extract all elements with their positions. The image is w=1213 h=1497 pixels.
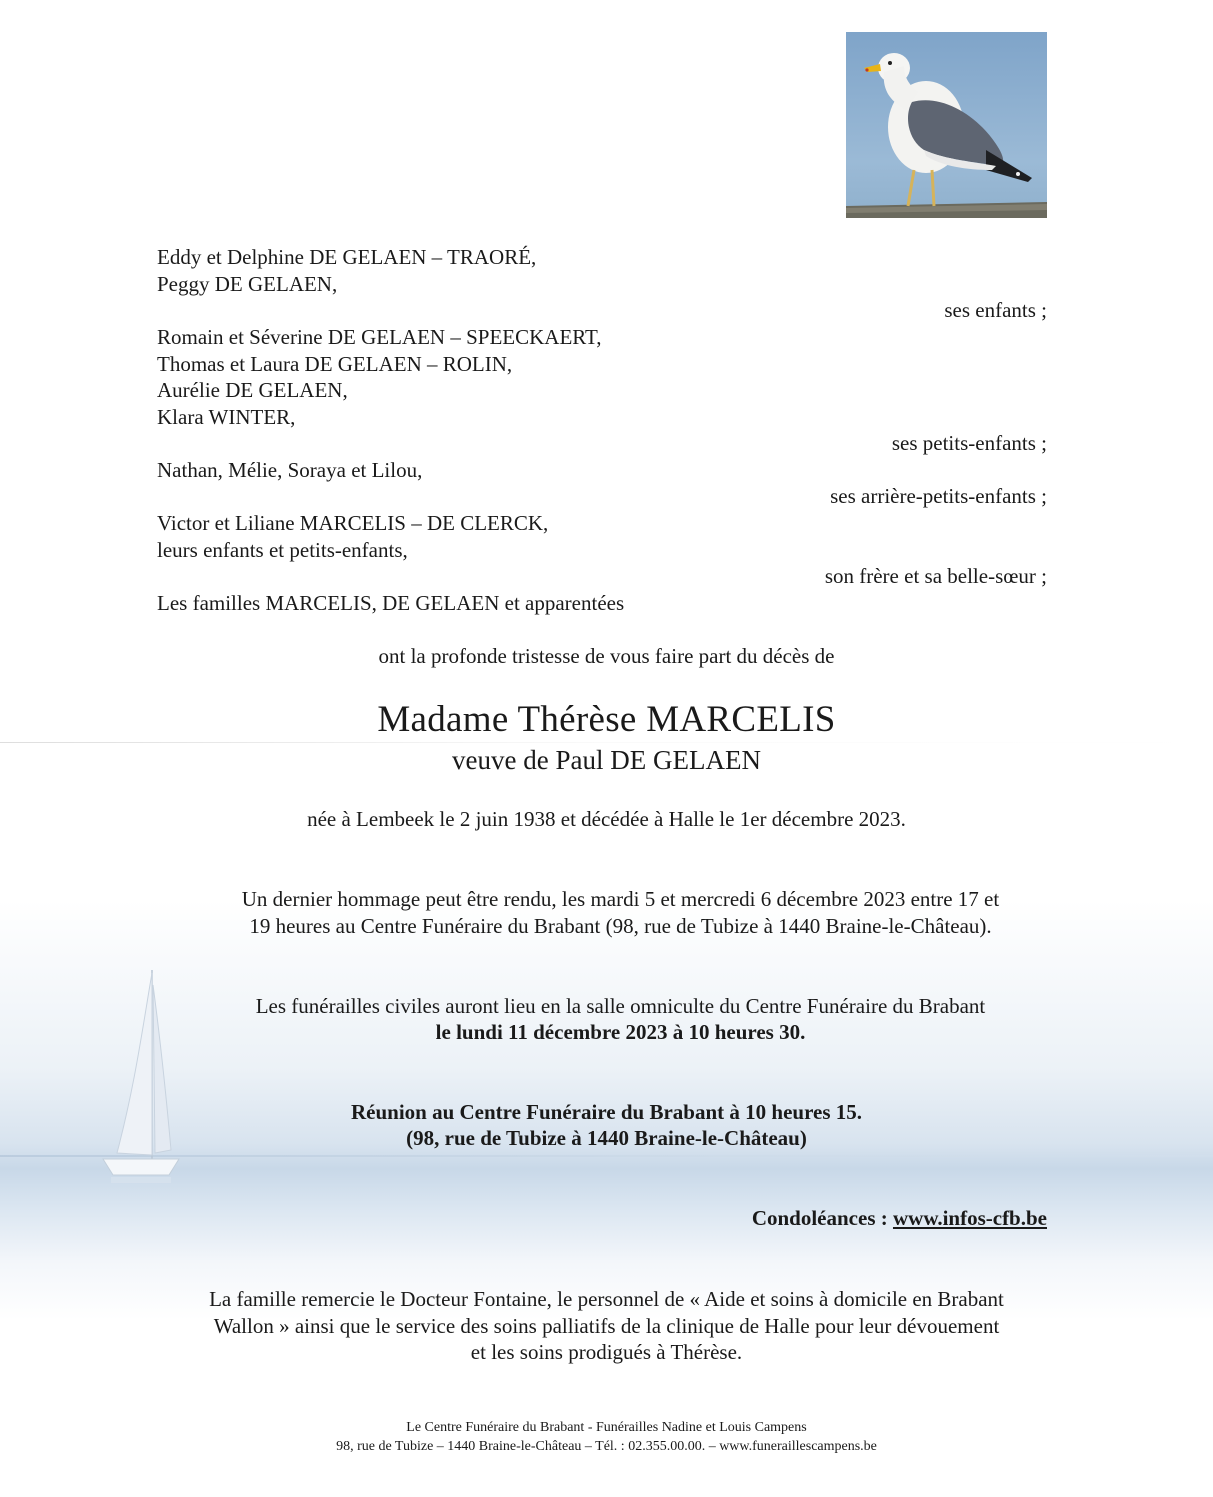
grandchildren-line-2: Thomas et Laura DE GELAEN – ROLIN, (157, 352, 513, 376)
meeting-line-2: (98, rue de Tubize à 1440 Braine-le-Château) (406, 1126, 807, 1150)
grandchildren-line-1: Romain et Séverine DE GELAEN – SPEECKAERT, (157, 325, 602, 349)
meeting-line-1: Réunion au Centre Funéraire du Brabant à 10 heures 15. (350, 1100, 863, 1124)
widow-of: veuve de Paul DE GELAEN (452, 745, 761, 775)
grandchildren-line-3: Aurélie DE GELAEN, (157, 378, 348, 402)
announcement-intro-text: ont la profonde tristesse de vous faire part du décès de (378, 644, 835, 668)
condolences-link[interactable]: www.infos-cfb.be (892, 1206, 1047, 1230)
footer-line-1: Le Centre Funéraire du Brabant - Funérailles Nadine et Louis Campens (406, 1420, 807, 1435)
tribute-line-2: 19 heures au Centre Funéraire du Brabant (98, rue de Tubize à 1440 Braine-le-Château). (249, 914, 992, 938)
grandchildren-line-4: Klara WINTER, (157, 405, 296, 429)
announcement-intro (0, 643, 1213, 670)
tribute-line-1: Un dernier hommage peut être rendu, les mardi 5 et mercredi 6 décembre 2023 entre 17 et (241, 887, 1000, 911)
sibling-line-1: Victor et Liliane MARCELIS – DE CLERCK, (157, 511, 549, 535)
families-line: Les familles MARCELIS, DE GELAEN et apparentées (157, 591, 625, 615)
great-grandchildren-relation: ses arrière-petits-enfants ; (830, 484, 1047, 508)
funeral-date: le lundi 11 décembre 2023 à 10 heures 30. (435, 1020, 806, 1044)
great-grandchildren-line: Nathan, Mélie, Soraya et Lilou, (157, 458, 423, 482)
footer-line-2: 98, rue de Tubize – 1440 Braine-le-Château – Tél. : 02.355.00.00. – www.funeraillescampens.be (336, 1439, 877, 1454)
condolences (752, 1205, 1047, 1232)
thanks-line-3: et les soins prodigués à Thérèse. (470, 1340, 743, 1364)
birth-death-dates: née à Lembeek le 2 juin 1938 et décédée à Halle le 1er décembre 2023. (307, 807, 906, 831)
sibling-line-2: leurs enfants et petits-enfants, (157, 538, 408, 562)
thanks-line-1: La famille remercie le Docteur Fontaine, le personnel de « Aide et soins à domicile en Brabant (209, 1287, 1004, 1311)
seagull-photo (846, 32, 1047, 218)
funeral-line-1: Les funérailles civiles auront lieu en la salle omniculte du Centre Funéraire du Brabant (255, 994, 986, 1018)
sibling-relation: son frère et sa belle-sœur ; (824, 564, 1047, 588)
children-relation: ses enfants ; (944, 298, 1047, 322)
children-line-1: Eddy et Delphine DE GELAEN – TRAORÉ, (157, 245, 537, 269)
thanks-line-2: Wallon » ainsi que le service des soins palliatifs de la clinique de Halle pour leur dévouement (213, 1314, 1000, 1338)
grandchildren-relation: ses petits-enfants ; (891, 431, 1047, 455)
condolences-label: Condoléances : (751, 1206, 888, 1230)
deceased-name: Madame Thérèse MARCELIS (377, 699, 836, 740)
children-line-2: Peggy DE GELAEN, (157, 272, 338, 296)
